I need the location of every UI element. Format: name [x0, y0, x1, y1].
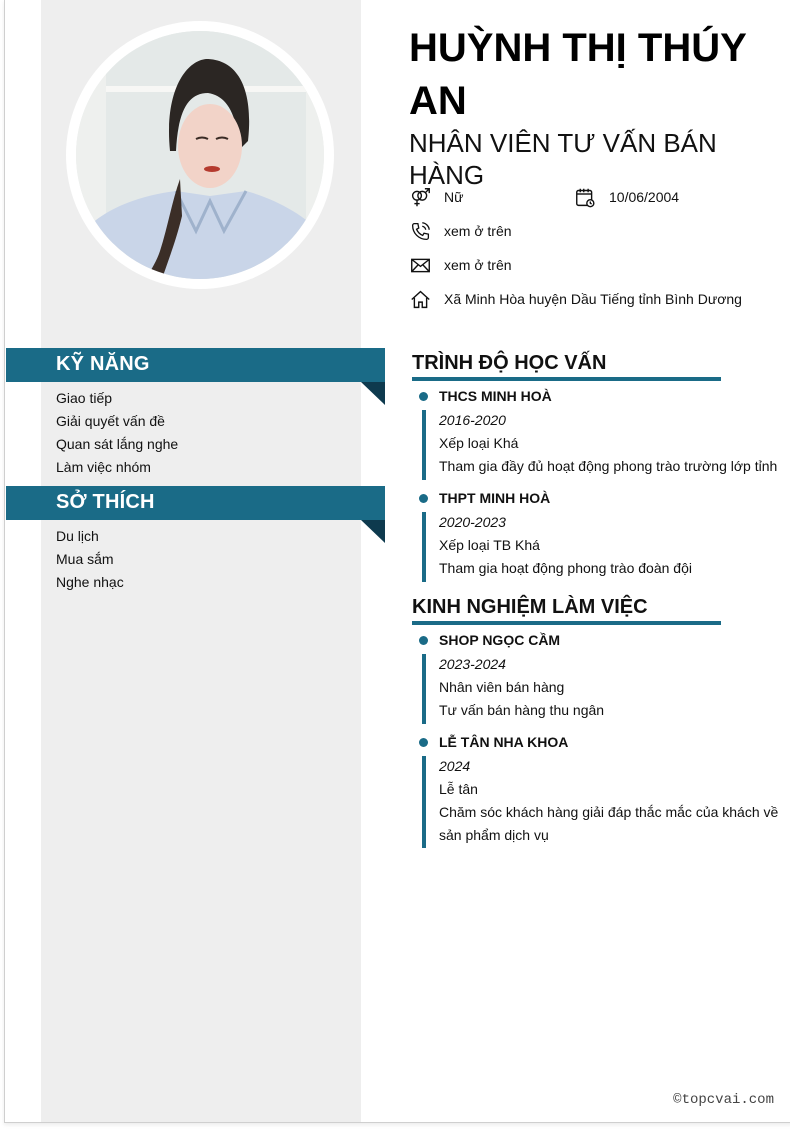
list-item: Giải quyết vấn đề	[56, 413, 165, 429]
home-icon	[409, 288, 431, 310]
hobbies-banner	[6, 486, 385, 520]
avatar-photo-icon	[76, 31, 324, 279]
education-heading: TRÌNH ĐỘ HỌC VẤN	[412, 350, 721, 381]
entry-line: Xếp loại TB Khá	[439, 537, 540, 553]
entry-period: 2020-2023	[439, 514, 506, 530]
hobbies-list	[56, 525, 124, 594]
hobbies-banner-fold	[361, 520, 385, 543]
list-item: Du lịch	[56, 528, 99, 544]
entry-period: 2016-2020	[439, 412, 506, 428]
timeline-bar	[422, 654, 426, 724]
gender-icon	[409, 186, 431, 208]
entry-period: 2023-2024	[439, 656, 506, 672]
entry-organization: THCS MINH HOÀ	[439, 388, 552, 404]
entry-organization: SHOP NGỌC CẦM	[439, 632, 561, 648]
gender-row	[409, 186, 463, 208]
job-title: NHÂN VIÊN TƯ VẤN BÁN HÀNG	[409, 128, 717, 190]
list-item: Quan sát lắng nghe	[56, 436, 179, 452]
list-item: Nghe nhạc	[56, 574, 124, 590]
cv-page	[4, 0, 790, 1123]
timeline-bar	[422, 410, 426, 480]
skills-banner-fold	[361, 382, 385, 405]
list-item: Mua sắm	[56, 551, 114, 567]
timeline-bar	[422, 756, 426, 848]
address-row	[409, 288, 742, 310]
gender-value: Nữ	[444, 189, 464, 205]
email-row	[409, 254, 512, 276]
skills-banner	[6, 348, 385, 382]
watermark: ©topcvai.com	[673, 1092, 774, 1108]
avatar	[76, 31, 324, 279]
skills-list	[56, 387, 178, 479]
entry-line: Tham gia hoạt động phong trào đoàn đội	[439, 560, 692, 576]
phone-icon	[409, 220, 431, 242]
entry-line: Chăm sóc khách hàng giải đáp thắc mắc của khách về sản phẩm dịch vụ	[439, 804, 779, 843]
list-item: Giao tiếp	[56, 390, 113, 406]
candidate-name: HUỲNH THỊ THÚY AN	[409, 26, 747, 123]
skills-title: KỸ NĂNG	[56, 353, 150, 375]
entry-organization: THPT MINH HOÀ	[439, 490, 551, 506]
address-value: Xã Minh Hòa huyện Dầu Tiếng tỉnh Bình Dương	[444, 291, 742, 307]
entry-line: Lễ tân	[439, 781, 478, 797]
phone-row	[409, 220, 512, 242]
birthday-row	[574, 186, 679, 208]
entry-line: Xếp loại Khá	[439, 435, 519, 451]
entry-line: Tham gia đầy đủ hoạt động phong trào trường lớp tỉnh	[439, 458, 778, 474]
birthday-value: 10/06/2004	[609, 189, 680, 205]
entry-organization: LỄ TÂN NHA KHOA	[439, 734, 569, 750]
timeline-bar	[422, 512, 426, 582]
bullet-dot	[419, 392, 428, 401]
phone-value: xem ở trên	[444, 223, 512, 239]
experience-heading: KINH NGHIỆM LÀM VIỆC	[412, 594, 721, 625]
email-value: xem ở trên	[444, 257, 512, 273]
hobbies-title: SỞ THÍCH	[56, 491, 155, 513]
list-item: Làm việc nhóm	[56, 459, 151, 475]
bullet-dot	[419, 738, 428, 747]
bullet-dot	[419, 636, 428, 645]
entry-period: 2024	[439, 758, 471, 774]
entry-line: Nhân viên bán hàng	[439, 679, 565, 695]
entry-line: Tư vấn bán hàng thu ngân	[439, 702, 605, 718]
bullet-dot	[419, 494, 428, 503]
mail-icon	[409, 254, 431, 276]
calendar-icon	[574, 186, 596, 208]
